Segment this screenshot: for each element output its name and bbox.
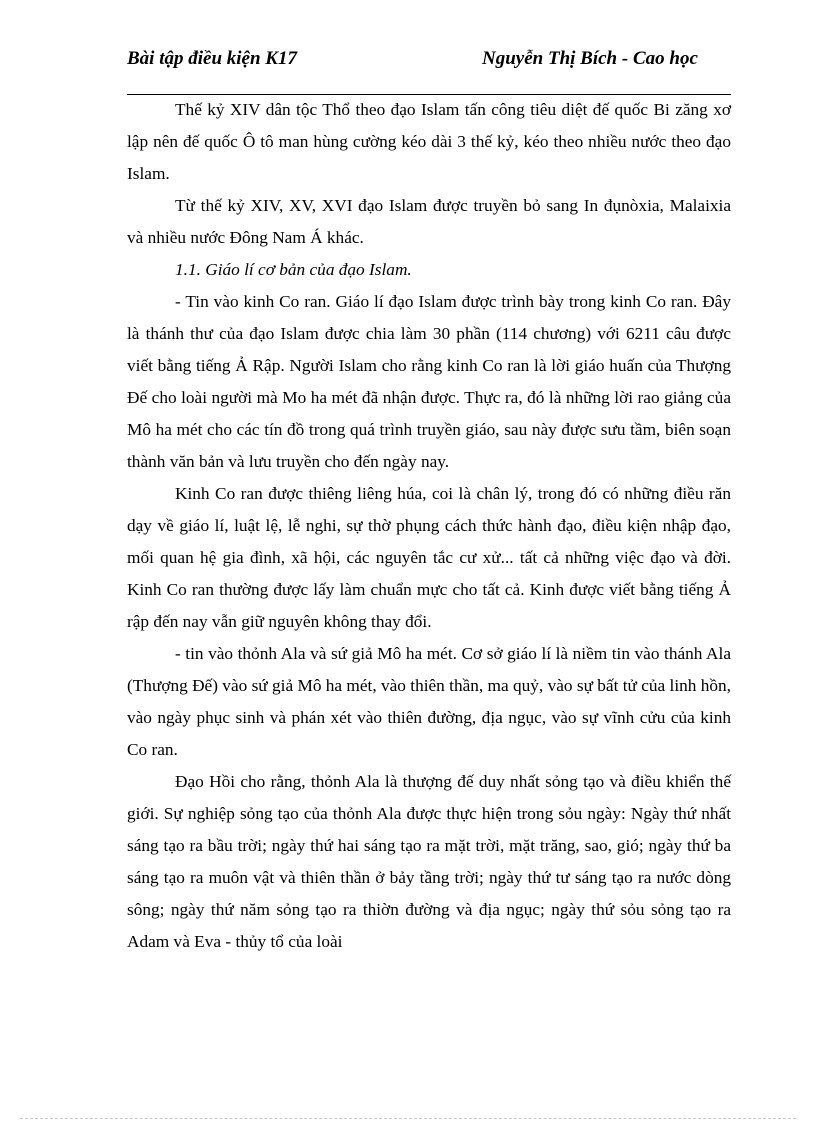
paragraph-creation: Đạo Hồi cho rằng, thỏnh Ala là thượng đế duy nhất sỏng tạo và điều khiển thế giới. Sự nghiệp sỏng tạo của thỏnh Ala được thực hiện trong sỏu ngày: Ngày thứ nhất sáng tạo ra bầu trời; ngày thứ hai sáng tạo ra mặt trời, mặt trăng, sao, gió; ngày thứ ba sáng tạo ra muôn vật và thiên thần ở bảy tầng trời; ngày thứ tư sáng tạo ra nước dòng sông; ngày thứ năm sỏng tạo ra thiờn đường và địa ngục; ngày thứ sỏu sỏng tạo ra Adam và Eva - thủy tổ của loài	[127, 772, 731, 951]
page-bottom-divider	[20, 1118, 796, 1119]
paragraph-koran-sacred: Kinh Co ran được thiêng liêng húa, coi là chân lý, trong đó có những điều răn dạy về giáo lí, luật lệ, lễ nghi, sự thờ phụng cách thức hành đạo, điều kiện nhập đạo, mối quan hệ gia đình, xã hội, các nguyên tắc cư xử... tất cả những việc đạo và đời. Kinh Co ran thường được lấy làm chuẩn mực cho tất cả. Kinh được viết bằng tiếng Ả rập đến nay vẫn giữ nguyên không thay đổi.	[127, 484, 731, 631]
header-course-title: Bài tập điều kiện K17	[127, 48, 297, 69]
page-header	[127, 48, 727, 98]
paragraph-koran: - Tin vào kinh Co ran. Giáo lí đạo Islam được trình bày trong kinh Co ran. Đây là thánh thư của đạo Islam được chia làm 30 phần (114 chương) với 6211 câu được viết bằng tiếng Ả Rập. Người Islam cho rằng kinh Co ran là lời giáo huấn của Thượng Đế cho loài người mà Mo ha mét đã nhận được. Thực ra, đó là những lời rao giảng của Mô ha mét cho các tín đồ trong quá trình truyền giáo, sau này được sưu tầm, biên soạn thành văn bản và lưu truyền cho đến ngày nay.	[127, 292, 731, 471]
header-author: Nguyễn Thị Bích - Cao học	[482, 48, 698, 69]
paragraph-faith-allah: - tin vào thỏnh Ala và sứ giả Mô ha mét. Cơ sở giáo lí là niềm tin vào thánh Ala (Thượng Đế) vào sứ giả Mô ha mét, vào thiên thần, ma quỷ, vào sự bất tử của linh hồn, vào ngày phục sinh và phán xét vào thiên đường, địa ngục, vào sự vĩnh cửu của kinh Co ran.	[127, 644, 731, 759]
paragraph-southeast-asia: Từ thế kỷ XIV, XV, XVI đạo Islam được truyền bỏ sang In đụnòxia, Malaixia và nhiều nước Đông Nam Á khác.	[127, 196, 731, 247]
paragraph-turkish-empire: Thế kỷ XIV dân tộc Thổ theo đạo Islam tấn công tiêu diệt đế quốc Bi zăng xơ lập nên đế quốc Ô tô man hùng cường kéo dài 3 thế kỷ, kéo theo nhiều nước theo đạo Islam.	[127, 100, 731, 183]
document-body	[127, 94, 731, 958]
section-heading: 1.1. Giáo lí cơ bản của đạo Islam.	[175, 260, 412, 279]
